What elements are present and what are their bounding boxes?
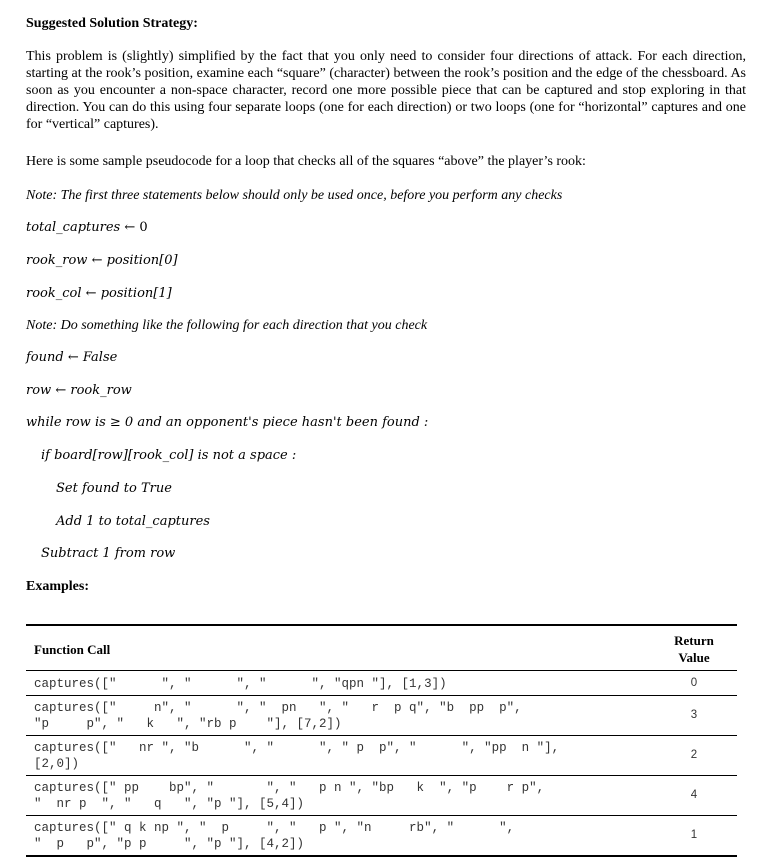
pseudocode-line-3: rook_col ← position[1] (26, 286, 172, 301)
function-call-cell: captures([" q k np ", " p ", " p ", "n rb", " ", " p p", "p p ", "p "], [4,2]) (26, 816, 651, 857)
pseudocode-subtract-row: Subtract 1 from row (41, 546, 176, 561)
column-header-return-value: Return Value (651, 625, 737, 671)
table-row (26, 671, 737, 696)
table-row (26, 736, 737, 776)
function-call-cell: captures([" n", " ", " pn ", " r p q", "b pp p", "p p", " k ", "rb p "], [7,2]) (26, 696, 651, 736)
note-first-statements: Note: The first three statements below should only be used once, before you perform any checks (26, 188, 563, 203)
examples-heading: Examples: (26, 579, 89, 594)
return-value-cell: 1 (651, 816, 737, 857)
return-value-cell: 3 (651, 696, 737, 736)
table-row (26, 696, 737, 736)
return-value-cell: 2 (651, 736, 737, 776)
pseudocode-intro: Here is some sample pseudocode for a loop that checks all of the squares “above” the player’s rook: (26, 154, 586, 169)
pseudocode-line-4: found ← False (26, 350, 118, 365)
function-call-cell: captures([" ", " ", " ", "qpn "], [1,3]) (26, 671, 651, 696)
return-value-cell: 0 (651, 671, 737, 696)
table-row (26, 816, 737, 857)
return-value-cell: 4 (651, 776, 737, 816)
pseudocode-if: if board[row][rook_col] is not a space : (41, 448, 297, 463)
pseudocode-line-5: row ← rook_row (26, 383, 132, 398)
pseudocode-line-1: total_captures ← 0 (26, 220, 148, 235)
strategy-heading: Suggested Solution Strategy: (26, 16, 198, 31)
pseudocode-line-2: rook_row ← position[0] (26, 253, 178, 268)
pseudocode-while: while row is ≥ 0 and an opponent's piece hasn't been found : (26, 415, 429, 430)
pseudocode-set-found: Set found to True (56, 481, 172, 496)
examples-header-row (26, 625, 737, 671)
table-row (26, 776, 737, 816)
examples-table (26, 624, 737, 857)
strategy-paragraph: This problem is (slightly) simplified by the fact that you only need to consider four directions of attack. For each direction, starting at the rook’s position, examine each “square” (character) between the rook’s position and the edge of the chessboard. As soon as you encounter a non-space character, record one more possible piece that can be captured and stop exploring in that direction. You can do this using four separate loops (one for each direction) or two loops (one for “horizontal” captures and one for “vertical” captures). (26, 49, 746, 132)
function-call-cell: captures([" pp bp", " ", " p n ", "bp k ", "p r p", " nr p ", " q ", "p "], [5,4]) (26, 776, 651, 816)
column-header-function-call: Function Call (26, 625, 651, 671)
function-call-cell: captures([" nr ", "b ", " ", " p p", " ", "pp n "], [2,0]) (26, 736, 651, 776)
note-each-direction: Note: Do something like the following for each direction that you check (26, 318, 428, 333)
pseudocode-add-capture: Add 1 to total_captures (56, 514, 210, 529)
